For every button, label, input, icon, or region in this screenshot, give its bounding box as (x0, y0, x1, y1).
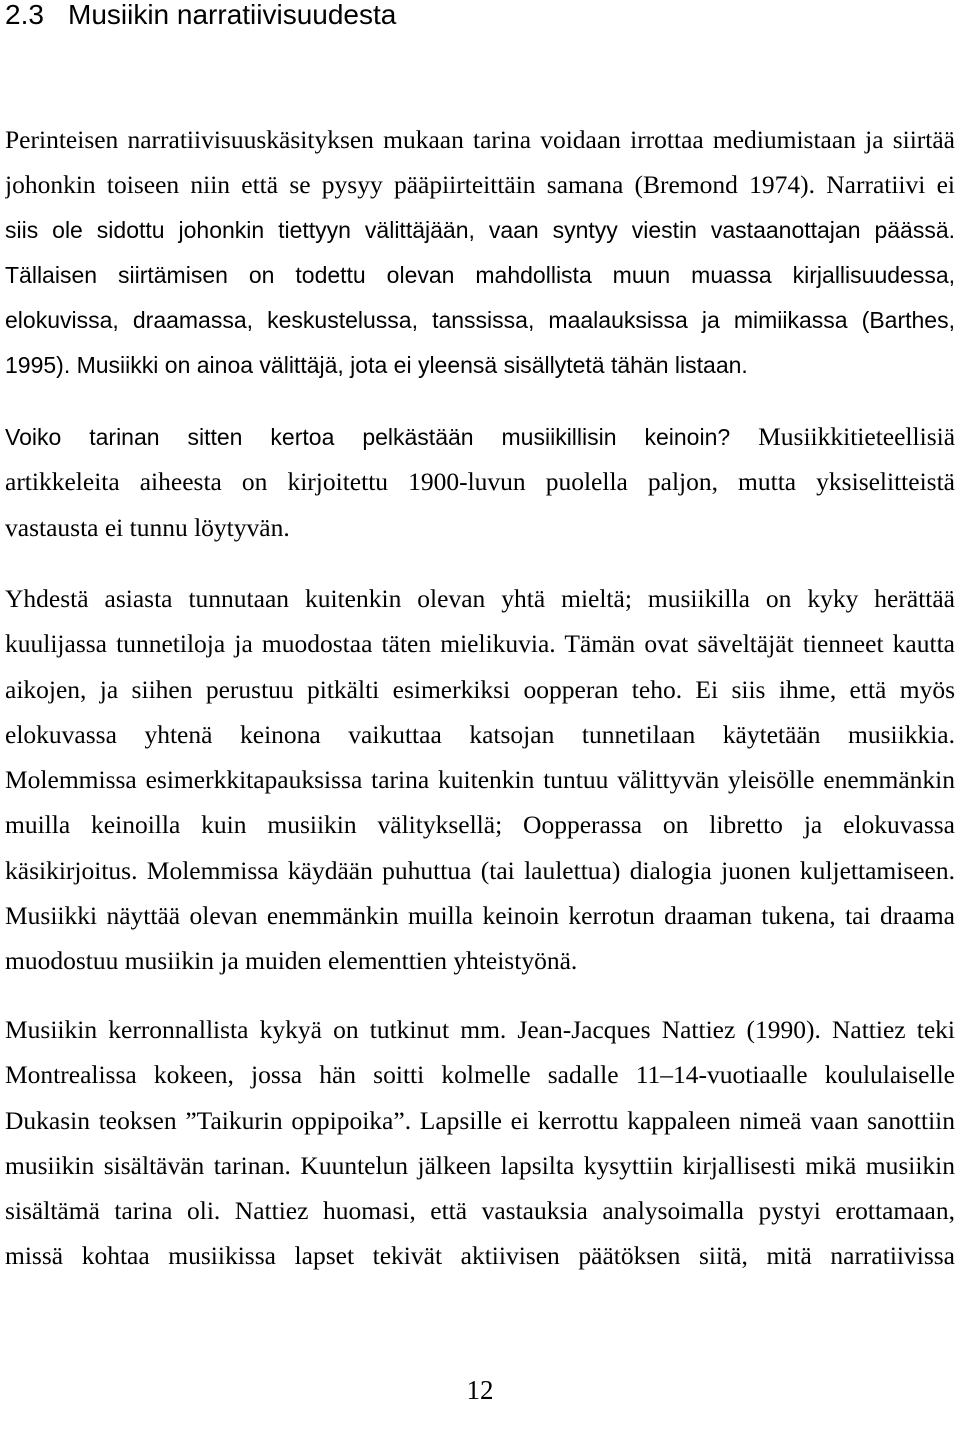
text-line: siis ole sidottu johonkin tiettyyn välittäjään, vaan syntyy viestin vastaanottajan päässä. (5, 216, 955, 243)
text-line (5, 414, 955, 459)
text-line: elokuvassa yhtenä keinona vaikuttaa katsojan tunnetilaan käytetään musiikkia. (5, 719, 955, 749)
text-line: Musiikin kerronnallista kykyä on tutkinut mm. Jean-Jacques Nattiez (1990). Nattiez teki (5, 1015, 955, 1044)
text-line: Dukasin teoksen ”Taikurin oppipoika”. Lapsille ei kerrottu kappaleen nimeä vaan sanottiin (5, 1105, 955, 1135)
text-line: Molemmissa esimerkkitapauksissa tarina kuitenkin tuntuu välittyvän yleisölle enemmänkin (5, 765, 955, 795)
text-segment: Musiikkitieteellisiä (758, 422, 955, 451)
text-line: Montrealissa kokeen, jossa hän soitti kolmelle sadalle 11–14-vuotiaalle koululaiselle (5, 1060, 955, 1090)
text-line: sisältämä tarina oli. Nattiez huomasi, että vastauksia analysoimalla pystyi erottamaan, (5, 1196, 955, 1226)
section-title: Musiikin narratiivisuudesta (68, 0, 397, 30)
text-line: kuulijassa tunnetiloja ja muodostaa täten mielikuvia. Tämän ovat säveltäjät tienneet kautta (5, 629, 955, 659)
text-line: muilla keinoilla kuin musiikin välityksellä; Oopperassa on libretto ja elokuvassa (5, 810, 955, 840)
paragraph (5, 1007, 955, 1279)
paragraph (5, 576, 955, 984)
paragraph (5, 117, 955, 389)
text-line: johonkin toiseen niin että se pysyy pääpiirteittäin samana (Bremond 1974). Narratiivi ei (5, 170, 955, 200)
text-line: 1995). Musiikki on ainoa välittäjä, jota ei yleensä sisällytetä tähän listaan. (5, 352, 748, 379)
text-line: musiikin sisältävän tarinan. Kuuntelun jälkeen lapsilta kysyttiin kirjallisesti mikä musiikin (5, 1150, 955, 1180)
section-heading (5, 0, 396, 30)
text-line: muodostuu musiikin ja muiden elementtien yhteistyönä. (5, 946, 578, 976)
text-line: Yhdestä asiasta tunnutaan kuitenkin olevan yhtä mieltä; musiikilla on kyky herättää (5, 584, 955, 613)
paragraph (5, 414, 955, 550)
text-line: Perinteisen narratiivisuuskäsityksen mukaan tarina voidaan irrottaa mediumistaan ja siirtää (5, 125, 955, 154)
text-line: aikojen, ja siihen perustuu pitkälti esimerkiksi oopperan teho. Ei siis ihme, että myös (5, 674, 955, 704)
text-segment: Voiko tarinan sitten kertoa pelkästään musiikillisin keinoin? (5, 424, 731, 450)
text-line: Tällaisen siirtämisen on todettu olevan mahdollista muun muassa kirjallisuudessa, (5, 261, 955, 288)
text-line: Musiikki näyttää olevan enemmänkin muilla keinoin kerrotun draaman tukena, tai draama (5, 901, 955, 931)
text-line: vastausta ei tunnu löytyvän. (5, 512, 290, 542)
page-number: 12 (466, 1375, 494, 1405)
section-number: 2.3 (5, 0, 44, 30)
text-line: elokuvissa, draamassa, keskustelussa, tanssissa, maalauksissa ja mimiikassa (Barthes, (5, 307, 955, 334)
text-line: käsikirjoitus. Molemmissa käydään puhuttua (tai laulettua) dialogia juonen kuljettamiseen. (5, 855, 955, 885)
text-line: missä kohtaa musiikissa lapset tekivät aktiivisen päätöksen siitä, mitä narratiivissa (5, 1241, 955, 1271)
text-line: artikkeleita aiheesta on kirjoitettu 1900-luvun puolella paljon, mutta yksiselitteistä (5, 467, 955, 497)
